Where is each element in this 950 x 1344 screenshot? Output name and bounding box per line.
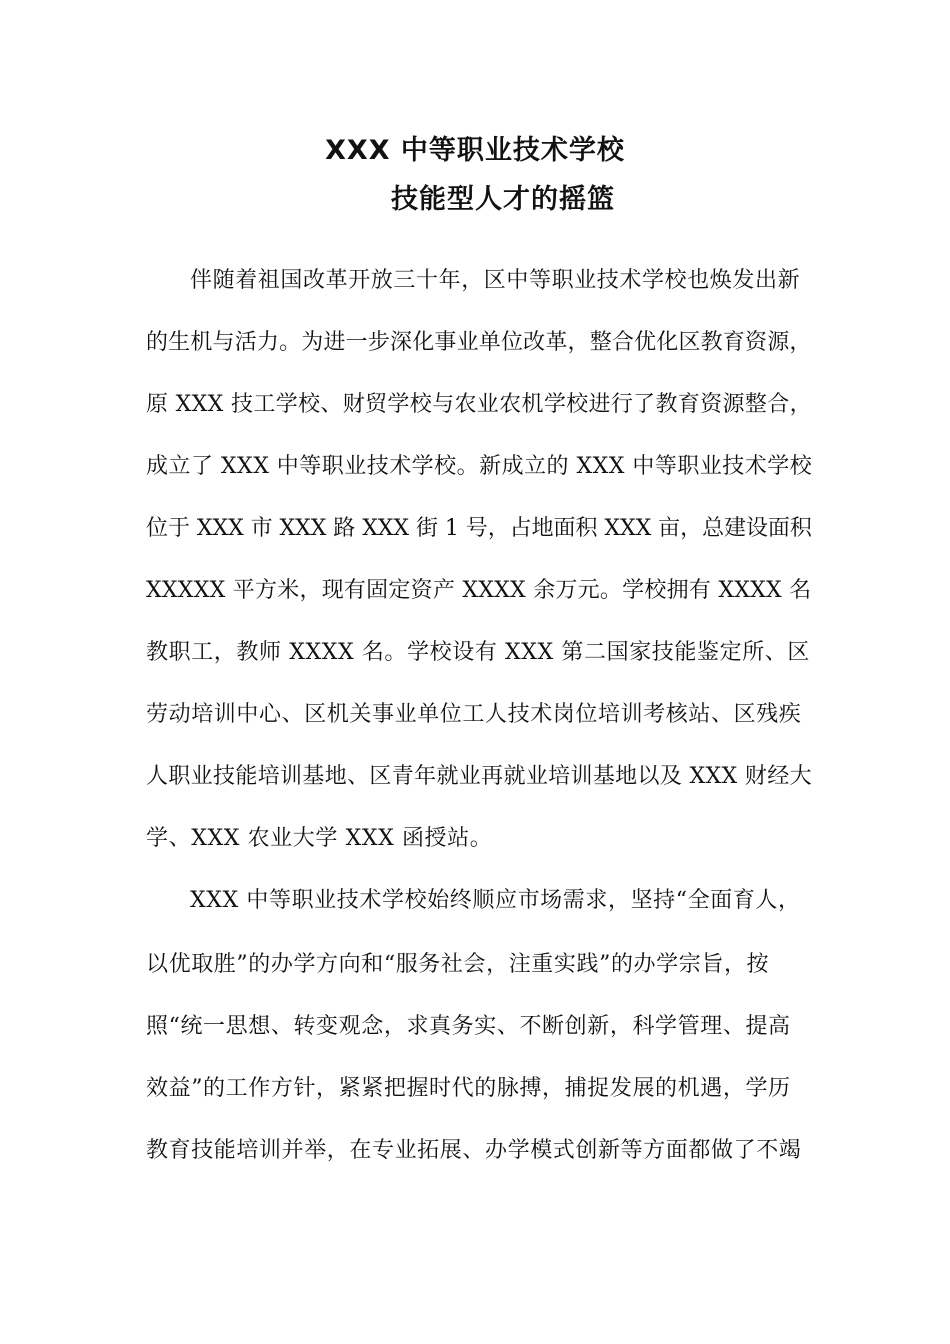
paragraph-1-line-3: 原 XXX 技工学校、财贸学校与农业农机学校进行了教育资源整合， [146, 392, 812, 417]
paragraph-2-line-5: 教育技能培训并举，在专业拓展、办学模式创新等方面都做了不竭 [146, 1138, 802, 1163]
document-title: XXX 中等职业技术学校 [325, 135, 625, 166]
paragraph-2-line-4: 效益”的工作方针，紧紧把握时代的脉搏，捕捉发展的机遇，学历 [146, 1076, 791, 1101]
paragraph-1-line-9: 人职业技能培训基地、区青年就业再就业培训基地以及 XXX 财经大 [146, 764, 812, 789]
paragraph-2-line-3: 照“统一思想、转变观念，求真务实、不断创新，科学管理、提高 [146, 1014, 791, 1039]
paragraph-1-line-2: 的生机与活力。为进一步深化事业单位改革，整合优化区教育资源， [146, 330, 812, 355]
paragraph-1-line-6: XXXXX 平方米，现有固定资产 XXXX 余万元。学校拥有 XXXX 名 [146, 578, 812, 603]
paragraph-1-line-7: 教职工，教师 XXXX 名。学校设有 XXX 第二国家技能鉴定所、区 [146, 640, 811, 665]
paragraph-1-line-5: 位于 XXX 市 XXX 路 XXX 街 1 号，占地面积 XXX 亩，总建设面积 [146, 516, 812, 541]
paragraph-1-line-4: 成立了 XXX 中等职业技术学校。新成立的 XXX 中等职业技术学校 [146, 454, 813, 479]
paragraph-2-line-2: 以优取胜”的办学方向和“服务社会，注重实践”的办学宗旨，按 [146, 952, 770, 977]
paragraph-2-line-1: XXX 中等职业技术学校始终顺应市场需求，坚持“全面育人， [190, 888, 801, 913]
paragraph-1-line-8: 劳动培训中心、区机关事业单位工人技术岗位培训考核站、区残疾 [146, 702, 802, 727]
document-subtitle: 技能型人才的摇篮 [391, 184, 615, 215]
paragraph-1-line-10: 学、XXX 农业大学 XXX 函授站。 [146, 826, 493, 851]
paragraph-1-line-1: 伴随着祖国改革开放三十年，区中等职业技术学校也焕发出新 [190, 268, 801, 293]
